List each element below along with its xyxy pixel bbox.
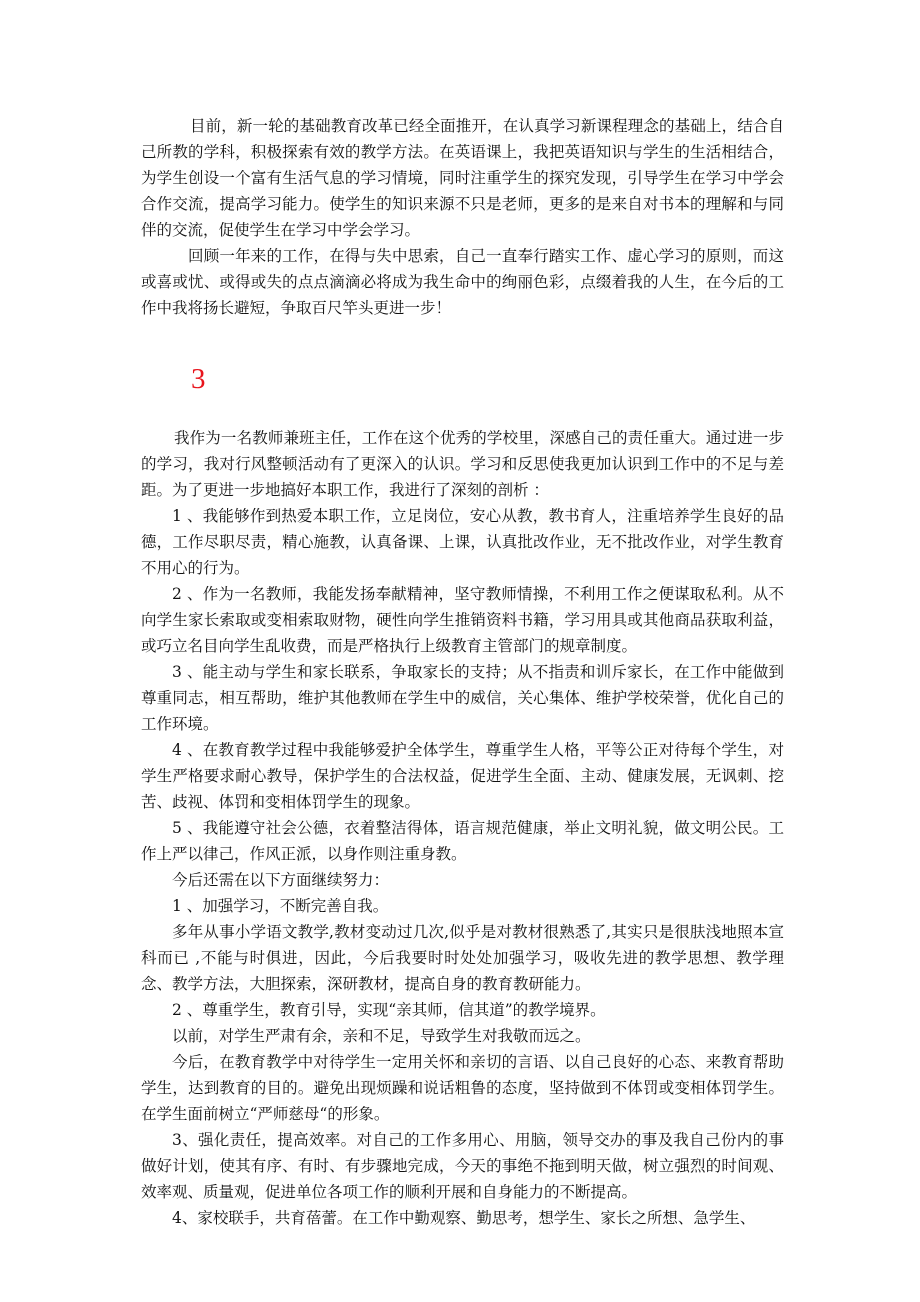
section-paragraph: 4、家校联手，共育蓓蕾。在工作中勤观察、勤思考，想学生、家长之所想、急学生、 [172,1209,756,1227]
section-number: 3 [191,363,206,395]
section-paragraph: 今后还需在以下方面继续努力： [172,871,390,889]
section-paragraph: 2 、作为一名教师，我能发扬奉献精神，坚守教师情操，不利用工作之便谋取私利。从不向学生家长索取或变相索取财物，硬性向学生推销资料书籍，学习用具或其他商品获取利益，或巧立名目向学生乱收费，而是严格执行上级教育主管部门的规章制度。 [141,585,784,655]
section-paragraph: 4 、在教育教学过程中我能够爱护全体学生，尊重学生人格，平等公正对待每个学生，对学生严格要求耐心教导，保护学生的合法权益，促进学生全面、主动、健康发展，无讽刺、挖苦、歧视、体罚和变相体罚学生的现象。 [141,741,784,811]
section-paragraph: 今后，在教育教学中对待学生一定用关怀和亲切的言语、以自己良好的心态、来教育帮助学生，达到教育的目的。避免出现烦躁和说话粗鲁的态度，坚持做到不体罚或变相体罚学生。在学生面前树立“严师慈母“的形象。 [141,1053,784,1123]
section-paragraph: 2 、尊重学生，教育引导，实现“亲其师，信其道”的教学境界。 [172,1001,606,1019]
section-paragraph: 1 、加强学习，不断完善自我。 [172,897,389,915]
section-paragraph: 3 、能主动与学生和家长联系，争取家长的支持；从不指责和训斥家长，在工作中能做到尊重同志，相互帮助，维护其他教师在学生中的威信，关心集体、维护学校荣誉，优化自己的工作环境。 [141,663,784,733]
intro-paragraph: 目前，新一轮的基础教育改革已经全面推开，在认真学习新课程理念的基础上，结合自己所教的学科，积极探索有效的教学方法。在英语课上，我把英语知识与学生的生活相结合，为学生创设一个富有生活气息的学习情境，同时注重学生的探究发现，引导学生在学习中学会合作交流，提高学习能力。使学生的知识来源不只是老师，更多的是来自对书本的理解和与同伴的交流，促使学生在学习中学会学习。 [141,117,784,239]
intro-paragraph: 回顾一年来的工作，在得与失中思索，自己一直奉行踏实工作、虚心学习的原则，而这或喜或忧、或得或失的点点滴滴必将成为我生命中的绚丽色彩，点缀着我的人生，在今后的工作中我将扬长避短，争取百尺竿头更进一步！ [141,247,784,317]
section-paragraph: 5 、我能遵守社会公德，衣着整洁得体，语言规范健康，举止文明礼貌，做文明公民。工作上严以律己，作风正派，以身作则注重身教。 [141,819,784,863]
section-paragraph: 多年从事小学语文教学,教材变动过几次,似乎是对教材很熟悉了,其实只是很肤浅地照本宣科而已 ,不能与时俱进，因此，今后我要时时处处加强学习，吸收先进的教学思想、教学理念、教学方法，大胆探索，深研教材，提高自身的教育教研能力。 [141,923,784,993]
section-paragraph: 1 、我能够作到热爱本职工作，立足岗位，安心从教，教书育人，注重培养学生良好的品德，工作尽职尽责，精心施教，认真备课、上课，认真批改作业，无不批改作业，对学生教育不用心的行为。 [141,507,784,577]
intro-section [141,113,784,321]
section-paragraph: 以前，对学生严肃有余，亲和不足，导致学生对我敬而远之。 [172,1027,591,1045]
section-paragraph: 3、强化责任，提高效率。对自己的工作多用心、用脑，领导交办的事及我自己份内的事做好计划，使其有序、有时、有步骤地完成，今天的事绝不拖到明天做，树立强烈的时间观、效率观、质量观，促进单位各项工作的顺利开展和自身能力的不断提高。 [141,1131,784,1201]
section-body [141,425,784,1231]
section-paragraph: 我作为一名教师兼班主任，工作在这个优秀的学校里，深感自己的责任重大。通过进一步的学习，我对行风整顿活动有了更深入的认识。学习和反思使我更加认识到工作中的不足与差距。为了更进一步地搞好本职工作，我进行了深刻的剖析 ： [141,429,784,499]
